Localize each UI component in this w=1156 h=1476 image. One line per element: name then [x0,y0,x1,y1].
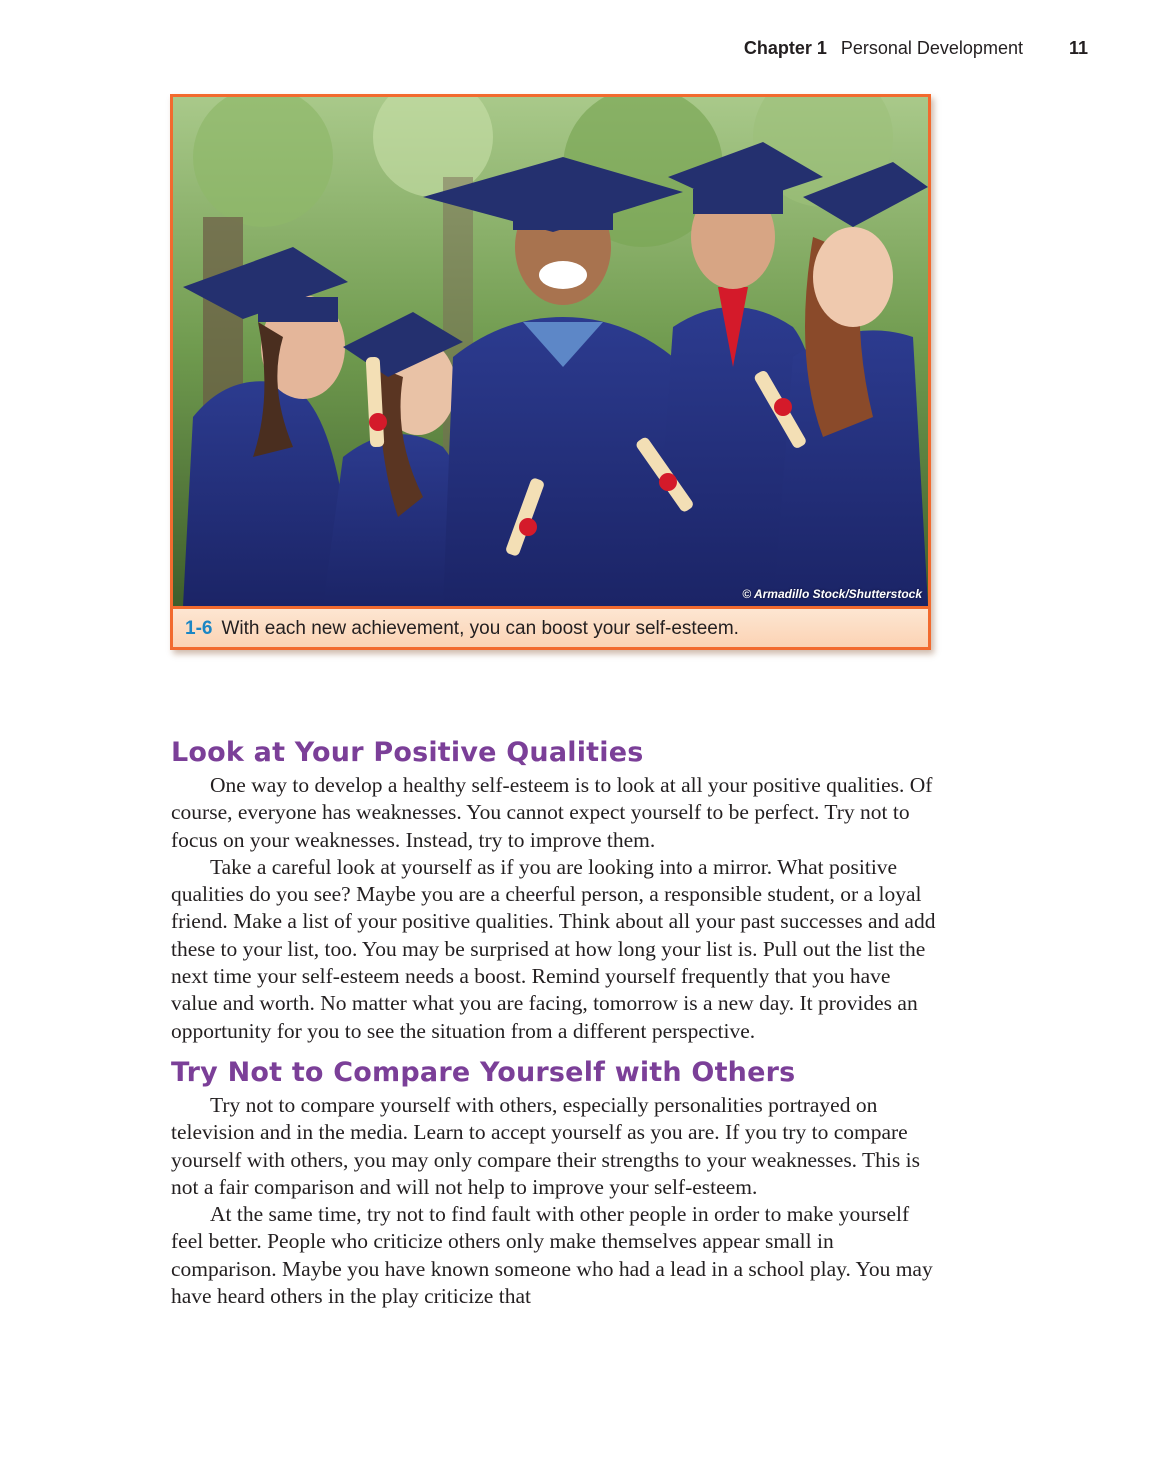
chapter-title: Personal Development [840,38,1023,58]
page-number: 11 [1068,38,1088,58]
graduates-photo [173,97,928,606]
photo-credit: © Armadillo Stock/Shutterstock [742,587,922,601]
paragraph: Try not to compare yourself with others, especially personalities portrayed on television and in the media. Learn to accept yourself as you are. If you try to compare yourself with others, you may only compare their strengths to your weaknesses. This is not a fair comparison and will not help to improve your self-esteem. [171,1092,920,1199]
chapter-label: Chapter 1 [743,38,827,58]
figure-caption [173,606,928,647]
figure-1-6 [170,94,931,650]
section-heading: Try Not to Compare Yourself with Others [171,1056,796,1088]
paragraph: At the same time, try not to find fault with other people in order to make yourself feel better. People who criticize others only make themselves appear small in comparison. Maybe you have known someone who had a lead in a school play. You may have heard others in the play criticize that [171,1202,933,1309]
section-heading: Look at Your Positive Qualities [171,737,644,768]
paragraph: Take a careful look at yourself as if you are looking into a mirror. What positive qualities do you see? Maybe you are a cheerful person, a responsible student, or a loyal friend. Make a list of your positive qualities. Think about all your past successes and add these to your list, too. You may be surprised at how long your list is. Pull out the list the next time your self-esteem needs a boost. Remind yourself frequently that you have value and worth. No matter what you are facing, tomorrow is a new day. It provides an opportunity for you to see the situation from a different perspective. [171,854,936,1043]
paragraph: One way to develop a healthy self-esteem is to look at all your positive qualities. Of course, everyone has weaknesses. You cannot expect yourself to be perfect. Try not to focus on your weaknesses. Instead, try to improve them. [171,773,933,852]
figure-number: 1-6 [185,618,213,639]
graduates-illustration [173,97,928,606]
body-content [171,734,941,1310]
figure-caption-text: With each new achievement, you can boost your self-esteem. [221,618,739,639]
running-header [744,38,1088,59]
